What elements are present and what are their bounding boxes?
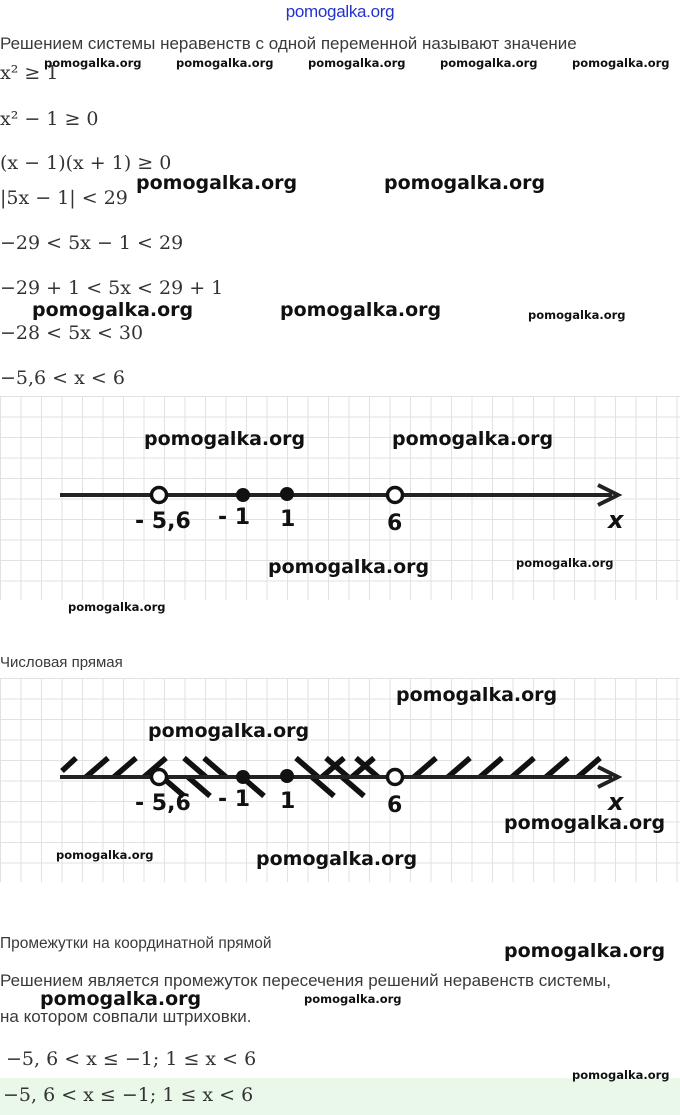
- solution-text-line-1: Решением является промежуток пересечения решений неравенств системы,: [0, 971, 611, 990]
- heading-intervals: Промежутки на координатной прямой: [0, 935, 272, 952]
- tick-label: - 5,6: [135, 509, 191, 534]
- watermark: pomogalka.org: [528, 308, 626, 322]
- open-point: [152, 770, 167, 785]
- watermark: pomogalka.org: [268, 556, 430, 578]
- filled-point: [280, 769, 294, 783]
- watermark: pomogalka.org: [572, 1068, 670, 1082]
- watermark: pomogalka.org: [148, 720, 310, 742]
- math-line-2: x² − 1 ≥ 0: [0, 108, 99, 130]
- solution-text-line-2: на котором совпали штриховки.: [0, 1007, 252, 1026]
- watermark: pomogalka.org: [308, 56, 406, 70]
- filled-point: [236, 770, 250, 784]
- watermark: pomogalka.org: [304, 992, 402, 1006]
- axis-label: x: [608, 506, 624, 534]
- watermark: pomogalka.org: [504, 940, 666, 962]
- result-line: −5, 6 < x ≤ −1; 1 ≤ x < 6: [6, 1048, 257, 1070]
- watermark: pomogalka.org: [504, 812, 666, 834]
- tick-label: 1: [280, 789, 296, 814]
- answer-line: −5, 6 < x ≤ −1; 1 ≤ x < 6: [3, 1084, 254, 1106]
- watermark: pomogalka.org: [396, 684, 558, 706]
- watermark: pomogalka.org: [572, 56, 670, 70]
- math-line-7: −28 < 5x < 30: [0, 322, 144, 344]
- filled-point: [280, 487, 294, 501]
- tick-label: - 5,6: [135, 791, 191, 816]
- open-point: [152, 488, 167, 503]
- math-line-5: −29 < 5x − 1 < 29: [0, 232, 184, 254]
- filled-point: [236, 488, 250, 502]
- watermark: pomogalka.org: [440, 56, 538, 70]
- math-line-1: x² ≥ 1: [0, 62, 59, 84]
- watermark: pomogalka.org: [256, 848, 418, 870]
- math-line-3: (x − 1)(x + 1) ≥ 0: [0, 152, 172, 174]
- watermark: pomogalka.org: [384, 172, 546, 194]
- watermark: pomogalka.org: [144, 428, 306, 450]
- math-line-6: −29 + 1 < 5x < 29 + 1: [0, 277, 224, 299]
- tick-label: 6: [387, 511, 403, 536]
- open-point: [388, 488, 403, 503]
- watermark: pomogalka.org: [280, 299, 442, 321]
- watermark: pomogalka.org: [392, 428, 554, 450]
- watermark: pomogalka.org: [68, 600, 166, 614]
- math-line-8: −5,6 < x < 6: [0, 367, 125, 389]
- watermark: pomogalka.org: [40, 988, 202, 1010]
- tick-label: 6: [387, 793, 403, 818]
- axis-label: x: [608, 788, 624, 816]
- watermark: pomogalka.org: [32, 299, 194, 321]
- watermark: pomogalka.org: [44, 56, 142, 70]
- watermark: pomogalka.org: [516, 556, 614, 570]
- intro-text: Решением системы неравенств с одной переменной называют значение: [0, 34, 577, 53]
- watermark: pomogalka.org: [136, 172, 298, 194]
- tick-label: - 1: [218, 505, 251, 530]
- watermark: pomogalka.org: [56, 848, 154, 862]
- site-title[interactable]: pomogalka.org: [285, 2, 395, 21]
- tick-label: 1: [280, 507, 296, 532]
- tick-label: - 1: [218, 787, 251, 812]
- watermark: pomogalka.org: [176, 56, 274, 70]
- math-line-4: |5x − 1| < 29: [0, 187, 128, 209]
- caption-number-line: Числовая прямая: [0, 654, 123, 671]
- open-point: [388, 770, 403, 785]
